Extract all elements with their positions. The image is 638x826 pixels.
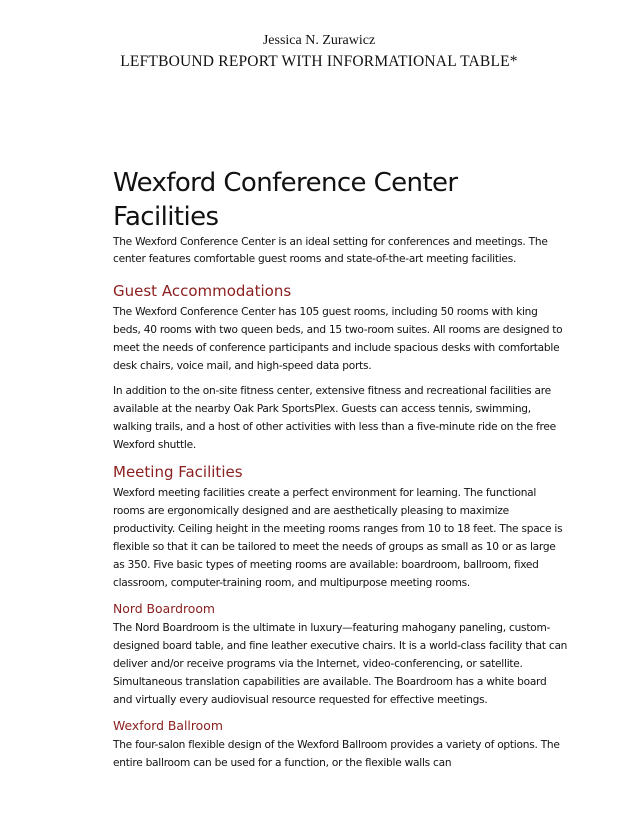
subsection-heading-wexford-ballroom: Wexford Ballroom (113, 718, 223, 733)
intro-paragraph: The Wexford Conference Center is an ideal setting for conferences and meetings. The center features comfortable guest rooms and state-of-the-art meeting facilities. (113, 236, 548, 265)
section-heading-guest-accommodations: Guest Accommodations (113, 282, 292, 300)
report-body (113, 166, 568, 779)
report-heading: LEFTBOUND REPORT WITH INFORMATIONAL TABLE* (120, 53, 518, 70)
guest-rooms-paragraph: The Wexford Conference Center has 105 guest rooms, including 50 rooms with king beds, 40 rooms with two queen beds, and 15 two-room suites. All rooms are designed to meet the needs of conference participants and include spacious desks with comfortable desk chairs, voice mail, and high-speed data ports. (113, 306, 563, 372)
author-name: Jessica N. Zurawicz (262, 33, 376, 48)
fitness-paragraph: In addition to the on-site fitness center, extensive fitness and recreational facilities are available at the nearby Oak Park SportsPlex. Guests can access tennis, swimming, walking trails, and a host of other activities with less than a five-minute ride on the free Wexford shuttle. (113, 385, 556, 451)
wexford-ballroom-paragraph: The four-salon flexible design of the Wexford Ballroom provides a variety of options. The entire ballroom can be used for a function, or the flexible walls can (113, 739, 560, 769)
document-title: Wexford Conference Center Facilities (113, 168, 458, 232)
section-heading-meeting-facilities: Meeting Facilities (113, 463, 243, 481)
subsection-heading-nord-boardroom: Nord Boardroom (113, 601, 215, 616)
meeting-facilities-paragraph: Wexford meeting facilities create a perfect environment for learning. The functional rooms are ergonomically designed and are aesthetically pleasing to maximize productivity. Ceiling height in the meeting rooms ranges from 10 to 18 feet. The space is flexible so that it can be tailored to meet the needs of groups as small as 10 or as large as 350. Five basic types of meeting rooms are available: boardroom, ballroom, fixed classroom, computer-training room, and multipurpose meeting rooms. (113, 487, 563, 589)
nord-boardroom-paragraph: The Nord Boardroom is the ultimate in luxury—featuring mahogany paneling, custom-designed board table, and fine leather executive chairs. It is a world-class facility that can deliver and/or receive programs via the Internet, video-conferencing, or satellite. Simultaneous translation capabilities are available. The Boardroom has a white board and virtually every audiovisual resource requested for effective meetings. (113, 622, 568, 706)
